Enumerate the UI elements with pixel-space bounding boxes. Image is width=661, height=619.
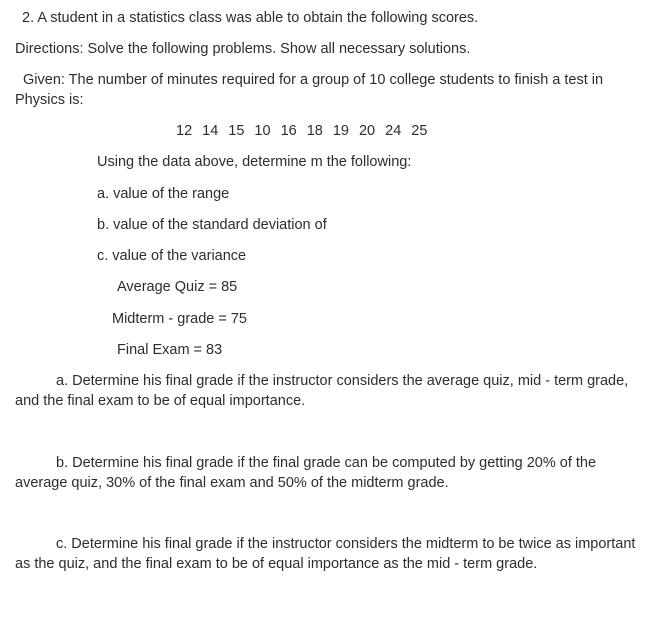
problem-b: b. Determine his final grade if the final grade can be computed by getting 20% of the average quiz, 30% of the final exam and 50% of the midterm grade. <box>15 455 597 491</box>
data-value: 16 <box>280 123 297 139</box>
data-value: 14 <box>202 123 219 139</box>
question-header: 2. A student in a statistics class was able to obtain the following scores. <box>22 10 479 26</box>
data-value: 19 <box>332 123 349 139</box>
problem-a: a. Determine his final grade if the instructor considers the average quiz, mid - term grade, and the final exam to be of equal importance. <box>15 373 629 409</box>
data-values-row <box>176 121 437 141</box>
data-value: 10 <box>254 123 271 139</box>
item-std-dev: b. value of the standard deviation of <box>97 217 327 233</box>
item-range: a. value of the range <box>97 186 230 202</box>
given-text: Given: The number of minutes required for a group of 10 college students to finish a test in Physics is: <box>15 72 604 108</box>
data-value: 25 <box>411 123 428 139</box>
problem-c: c. Determine his final grade if the instructor considers the midterm to be twice as important as the quiz, and the final exam to be of equal importance as the mid - term grade. <box>15 536 636 572</box>
data-value: 24 <box>385 123 402 139</box>
instruction-text: Using the data above, determine m the following: <box>97 154 412 170</box>
data-value: 15 <box>228 123 245 139</box>
score-average-quiz: Average Quiz = 85 <box>117 279 238 295</box>
data-value: 18 <box>306 123 323 139</box>
data-value: 20 <box>358 123 376 139</box>
directions-text: Directions: Solve the following problems. Show all necessary solutions. <box>15 41 471 57</box>
score-midterm: Midterm - grade = 75 <box>112 311 247 327</box>
item-variance: c. value of the variance <box>97 248 247 264</box>
score-final-exam: Final Exam = 83 <box>117 342 223 358</box>
data-value: 12 <box>176 123 193 139</box>
